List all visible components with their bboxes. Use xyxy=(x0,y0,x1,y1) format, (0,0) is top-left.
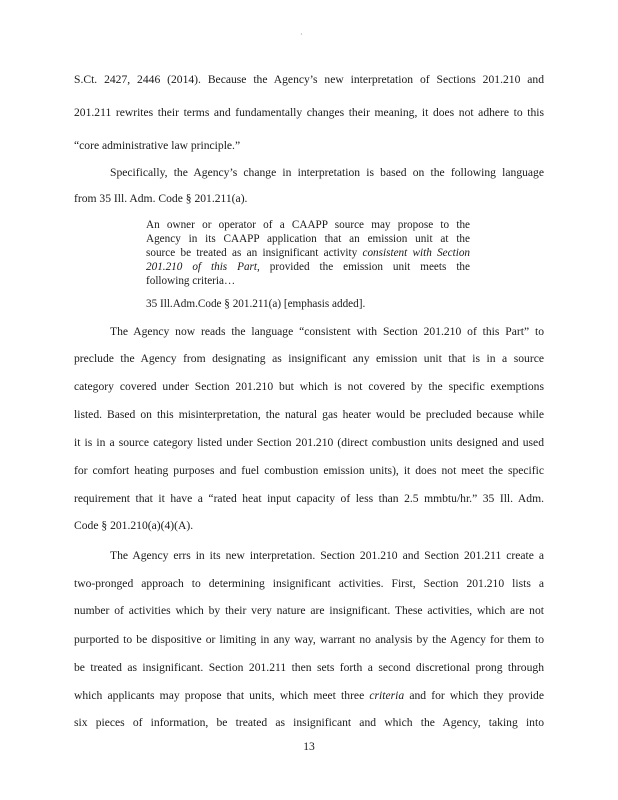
blockquote-citation: 35 Ill.Adm.Code § 201.211(a) [emphasis added]. xyxy=(146,298,366,310)
paragraph-3-line-6: for comfort heating purposes and fuel combustion emission units), it does not meet the specific xyxy=(74,464,544,477)
blockquote-line-2: Agency in its CAAPP application that an emission unit at the xyxy=(146,233,470,245)
blockquote-line-4-text: , provided the emission unit meets the xyxy=(257,261,470,273)
blockquote-line-1: An owner or operator of a CAAPP source may propose to the xyxy=(146,219,470,231)
paragraph-4-line-3: number of activities which by their very nature are insignificant. These activities, which are not xyxy=(74,604,544,617)
paragraph-1-line-1: S.Ct. 2427, 2446 (2014). Because the Agency’s new interpretation of Sections 201.210 and xyxy=(74,73,544,86)
blockquote-line-4 xyxy=(146,261,470,274)
paragraph-4-line-6-text: which applicants may propose that units, which meet three xyxy=(74,689,370,702)
blockquote-line-5: following criteria… xyxy=(146,275,236,287)
criteria-emphasis: criteria xyxy=(369,689,405,702)
paragraph-3-line-4: listed. Based on this misinterpretation, the natural gas heater would be precluded because while xyxy=(74,408,544,421)
paragraph-3-line-2: preclude the Agency from designating as insignificant any emission unit that is in a source xyxy=(74,352,544,365)
paragraph-2-line-2: from 35 Ill. Adm. Code § 201.211(a). xyxy=(74,192,248,205)
paragraph-3-line-8: Code § 201.210(a)(4)(A). xyxy=(74,519,194,532)
paragraph-4-line-4: purported to be dispositive or limiting in any way, warrant no analysis by the Agency for them to xyxy=(74,633,544,646)
paragraph-4-line-6 xyxy=(74,689,544,703)
paragraph-3-line-3: category covered under Section 201.210 but which is not covered by the specific exemptions xyxy=(74,380,544,393)
blockquote-line-3 xyxy=(146,247,470,260)
paragraph-3-line-1: The Agency now reads the language “consistent with Section 201.210 of this Part” to xyxy=(110,325,544,338)
paragraph-4-line-2: two-pronged approach to determining insignificant activities. First, Section 201.210 lists a xyxy=(74,577,544,590)
paragraph-4-line-7: six pieces of information, be treated as insignificant and which the Agency, taking into xyxy=(74,716,544,729)
paragraph-1-line-2: 201.211 rewrites their terms and fundamentally changes their meaning, it does not adhere to this xyxy=(74,106,544,119)
blockquote-emphasis-1: consistent with Section xyxy=(362,247,471,259)
paragraph-3-line-7: requirement that it have a “rated heat input capacity of less than 2.5 mmbtu/hr.” 35 Ill. Adm. xyxy=(74,492,544,505)
paragraph-3-line-5: it is in a source category listed under Section 201.210 (direct combustion units designed and used xyxy=(74,436,544,449)
blockquote-emphasis-2: 201.210 of this Part xyxy=(146,261,258,273)
paragraph-4-line-5: be treated as insignificant. Section 201.211 then sets forth a second discretional prong through xyxy=(74,661,544,674)
paragraph-4-line-6-tail: and for which they provide xyxy=(404,689,544,702)
header-mark: · xyxy=(300,30,303,39)
blockquote-line-3-text: source be treated as an insignificant activity xyxy=(146,247,363,259)
paragraph-1-line-3: “core administrative law principle.” xyxy=(74,139,241,152)
paragraph-4-line-1: The Agency errs in its new interpretation. Section 201.210 and Section 201.211 create a xyxy=(110,549,544,562)
paragraph-2-line-1: Specifically, the Agency’s change in interpretation is based on the following language xyxy=(110,166,544,179)
page-number: 13 xyxy=(303,740,315,753)
